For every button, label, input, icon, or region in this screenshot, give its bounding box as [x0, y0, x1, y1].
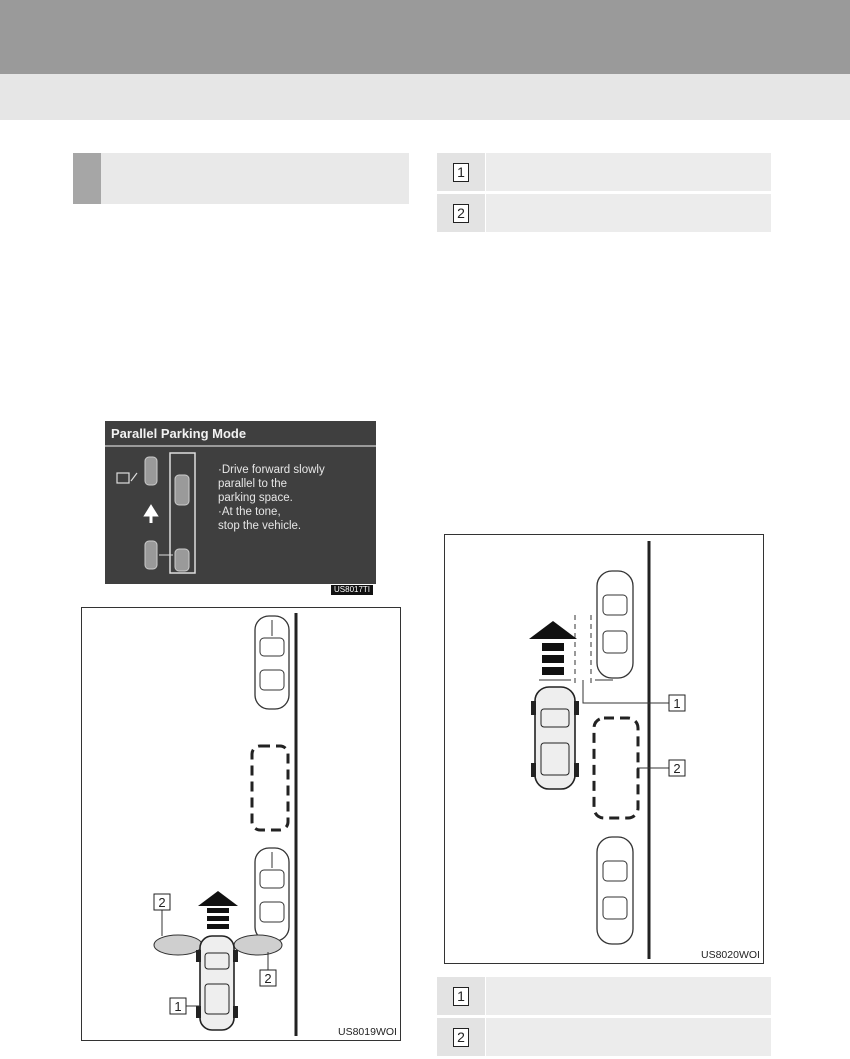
legend-number-cell	[437, 1018, 485, 1056]
parallel-parking-screen-image	[105, 421, 376, 584]
figure-left	[81, 607, 401, 1041]
own-car-icon	[531, 687, 579, 789]
parking-space-outline	[252, 746, 288, 830]
svg-text:2: 2	[673, 761, 681, 776]
header-band-light	[0, 74, 850, 120]
parked-car-icon	[597, 571, 633, 678]
section-heading-tab	[73, 153, 101, 204]
sound-icon	[117, 473, 137, 483]
svg-text:2: 2	[264, 971, 272, 986]
figure-right	[444, 534, 764, 964]
section-heading-box	[73, 153, 409, 204]
legend-number: 1	[453, 163, 469, 182]
callout-1	[170, 998, 186, 1014]
figure-right-drawing	[445, 535, 763, 963]
legend-number: 1	[453, 987, 469, 1006]
callout-1	[669, 695, 685, 711]
legend-table-bottom	[437, 977, 771, 1059]
legend-row	[437, 977, 771, 1015]
header-band-dark	[0, 0, 850, 74]
parked-car-icon	[255, 616, 289, 709]
svg-text:1: 1	[673, 696, 681, 711]
callout-2-left	[154, 894, 170, 910]
forward-arrow-icon	[529, 621, 577, 675]
figure-left-drawing	[82, 608, 400, 1040]
image-code-screen: US8017TI	[331, 585, 373, 595]
callout-2	[669, 760, 685, 776]
legend-number: 2	[453, 204, 469, 223]
svg-text:1: 1	[174, 999, 182, 1014]
legend-number-cell	[437, 194, 485, 232]
svg-text:2: 2	[158, 895, 166, 910]
legend-number-cell	[437, 977, 485, 1015]
legend-row	[437, 1018, 771, 1056]
legend-number: 2	[453, 1028, 469, 1047]
screen-title: Parallel Parking Mode	[105, 421, 376, 447]
screen-instruction-text: ·Drive forward slowly parallel to the parking space. ·At the tone, stop the vehicle.	[218, 464, 325, 532]
legend-row	[437, 194, 771, 232]
legend-row	[437, 153, 771, 191]
legend-table-top	[437, 153, 771, 235]
parked-car-icon	[255, 848, 289, 941]
legend-number-cell	[437, 153, 485, 191]
parking-space-outline	[594, 718, 638, 818]
forward-arrow-icon	[198, 891, 238, 929]
callout-2-right	[260, 970, 276, 986]
figure-code: US8019WOI	[338, 1026, 397, 1038]
parked-car-icon	[597, 837, 633, 944]
figure-code: US8020WOI	[701, 949, 760, 961]
own-car-icon	[196, 936, 238, 1030]
